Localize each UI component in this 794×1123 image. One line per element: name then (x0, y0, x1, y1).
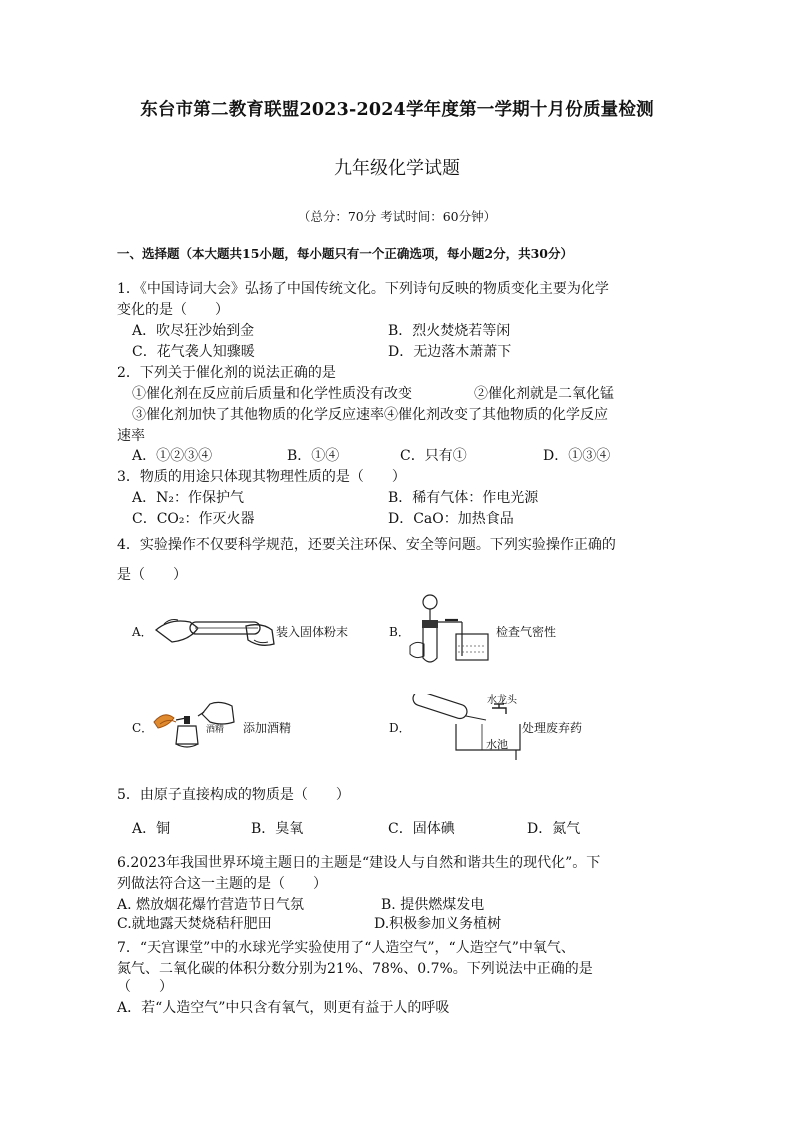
q3-option-a: A．N₂：作保护气 (132, 490, 244, 506)
q7-option-a: A．若“人造空气”中只含有氧气，则更有益于人的呼吸 (117, 1000, 450, 1016)
q5-option-d: D．氮气 (527, 821, 581, 837)
q2-statement-3: ③催化剂加快了其他物质的化学反应速率④催化剂改变了其他物质的化学反应 (132, 407, 608, 423)
exam-title: 东台市第二教育联盟2023-2024学年度第一学期十月份质量检测 (140, 100, 654, 120)
q2-option-d: D．①③④ (543, 448, 611, 464)
q3-option-c: C．CO₂：作灭火器 (132, 511, 255, 527)
q6-stem-line1: 6.2023年我国世界环境主题日的主题是“建设人与自然和谐共生的现代化”。下 (117, 855, 601, 871)
q2-statement-3-cont: 速率 (117, 428, 145, 444)
q6-option-a: A. 燃放烟花爆竹营造节日气氛 (117, 897, 305, 913)
q7-stem-line1: 7．“天宫课堂”中的水球光学实验使用了“人造空气”，“人造空气”中氧气、 (117, 940, 575, 956)
q3-option-d: D．CaO：加热食品 (388, 511, 514, 527)
fig-a-powder-illustration (150, 600, 280, 660)
fig-b-letter: B． (389, 625, 410, 639)
fig-c-letter: C． (132, 721, 154, 735)
q3-option-b: B．稀有气体：作电光源 (388, 490, 539, 506)
q1-option-d: D．无边落木萧萧下 (388, 344, 512, 360)
q1-option-c: C．花气袭人知骤暖 (132, 344, 255, 360)
q5-stem: 5．由原子直接构成的物质是（ ） (117, 787, 350, 803)
q5-option-a: A．铜 (132, 821, 171, 837)
exam-meta: （总分：70分 考试时间：60分钟） (297, 209, 497, 224)
q5-option-b: B．臭氧 (251, 821, 304, 837)
q5-option-c: C．固体碘 (388, 821, 455, 837)
q4-stem-line2: 是（ ） (117, 567, 187, 583)
fig-d-letter: D． (389, 721, 411, 735)
fig-d-label: 处理废弃药 (522, 721, 583, 735)
fig-c-bottle-label: 酒精 (206, 725, 225, 735)
q6-option-b: B. 提供燃煤发电 (381, 897, 485, 913)
q6-option-c: C.就地露天焚烧秸秆肥田 (117, 916, 272, 932)
q4-stem-line1: 4．实验操作不仅要科学规范，还要关注环保、安全等问题。下列实验操作正确的 (117, 537, 616, 553)
q7-stem-line3: （ ） (117, 979, 173, 995)
q6-option-d: D.积极参加义务植树 (374, 916, 502, 932)
q2-option-c: C．只有① (400, 448, 467, 464)
q2-option-a: A．①②③④ (132, 448, 213, 464)
q6-stem-line2: 列做法符合这一主题的是（ ） (117, 876, 327, 892)
q1-option-b: B．烈火焚烧若等闲 (388, 323, 511, 339)
q2-statement-2: ②催化剂就是二氧化锰 (474, 386, 614, 402)
fig-c-label: 添加酒精 (243, 721, 292, 735)
fig-d-tap-label: 水龙头 (487, 695, 517, 706)
q1-option-a: A．吹尽狂沙始到金 (132, 323, 255, 339)
q3-stem: 3．物质的用途只体现其物理性质的是（ ） (117, 469, 406, 485)
fig-a-label: 装入固体粉末 (276, 625, 349, 639)
fig-d-sink-label: 水池 (486, 738, 508, 751)
q1-stem-line1: 1．《中国诗词大会》弘扬了中国传统文化。下列诗句反映的物质变化主要为化学 (117, 281, 609, 297)
fig-b-label: 检查气密性 (496, 625, 557, 639)
fig-c-alcohol-illustration (148, 696, 238, 752)
q2-statement-1: ①催化剂在反应前后质量和化学性质没有改变 (132, 386, 412, 402)
q2-option-b: B．①④ (287, 448, 340, 464)
q7-stem-line2: 氮气、二氧化碳的体积分数分别为21%、78%、0.7%。下列说法中正确的是 (117, 961, 593, 977)
section-heading: 一、选择题（本大题共15小题，每小题只有一个正确选项，每小题2分，共30分） (117, 246, 573, 261)
fig-a-letter: A． (132, 625, 153, 639)
q2-stem: 2．下列关于催化剂的说法正确的是 (117, 365, 336, 381)
exam-subtitle: 九年级化学试题 (334, 158, 460, 179)
q1-stem-line2: 变化的是（ ） (117, 302, 229, 318)
